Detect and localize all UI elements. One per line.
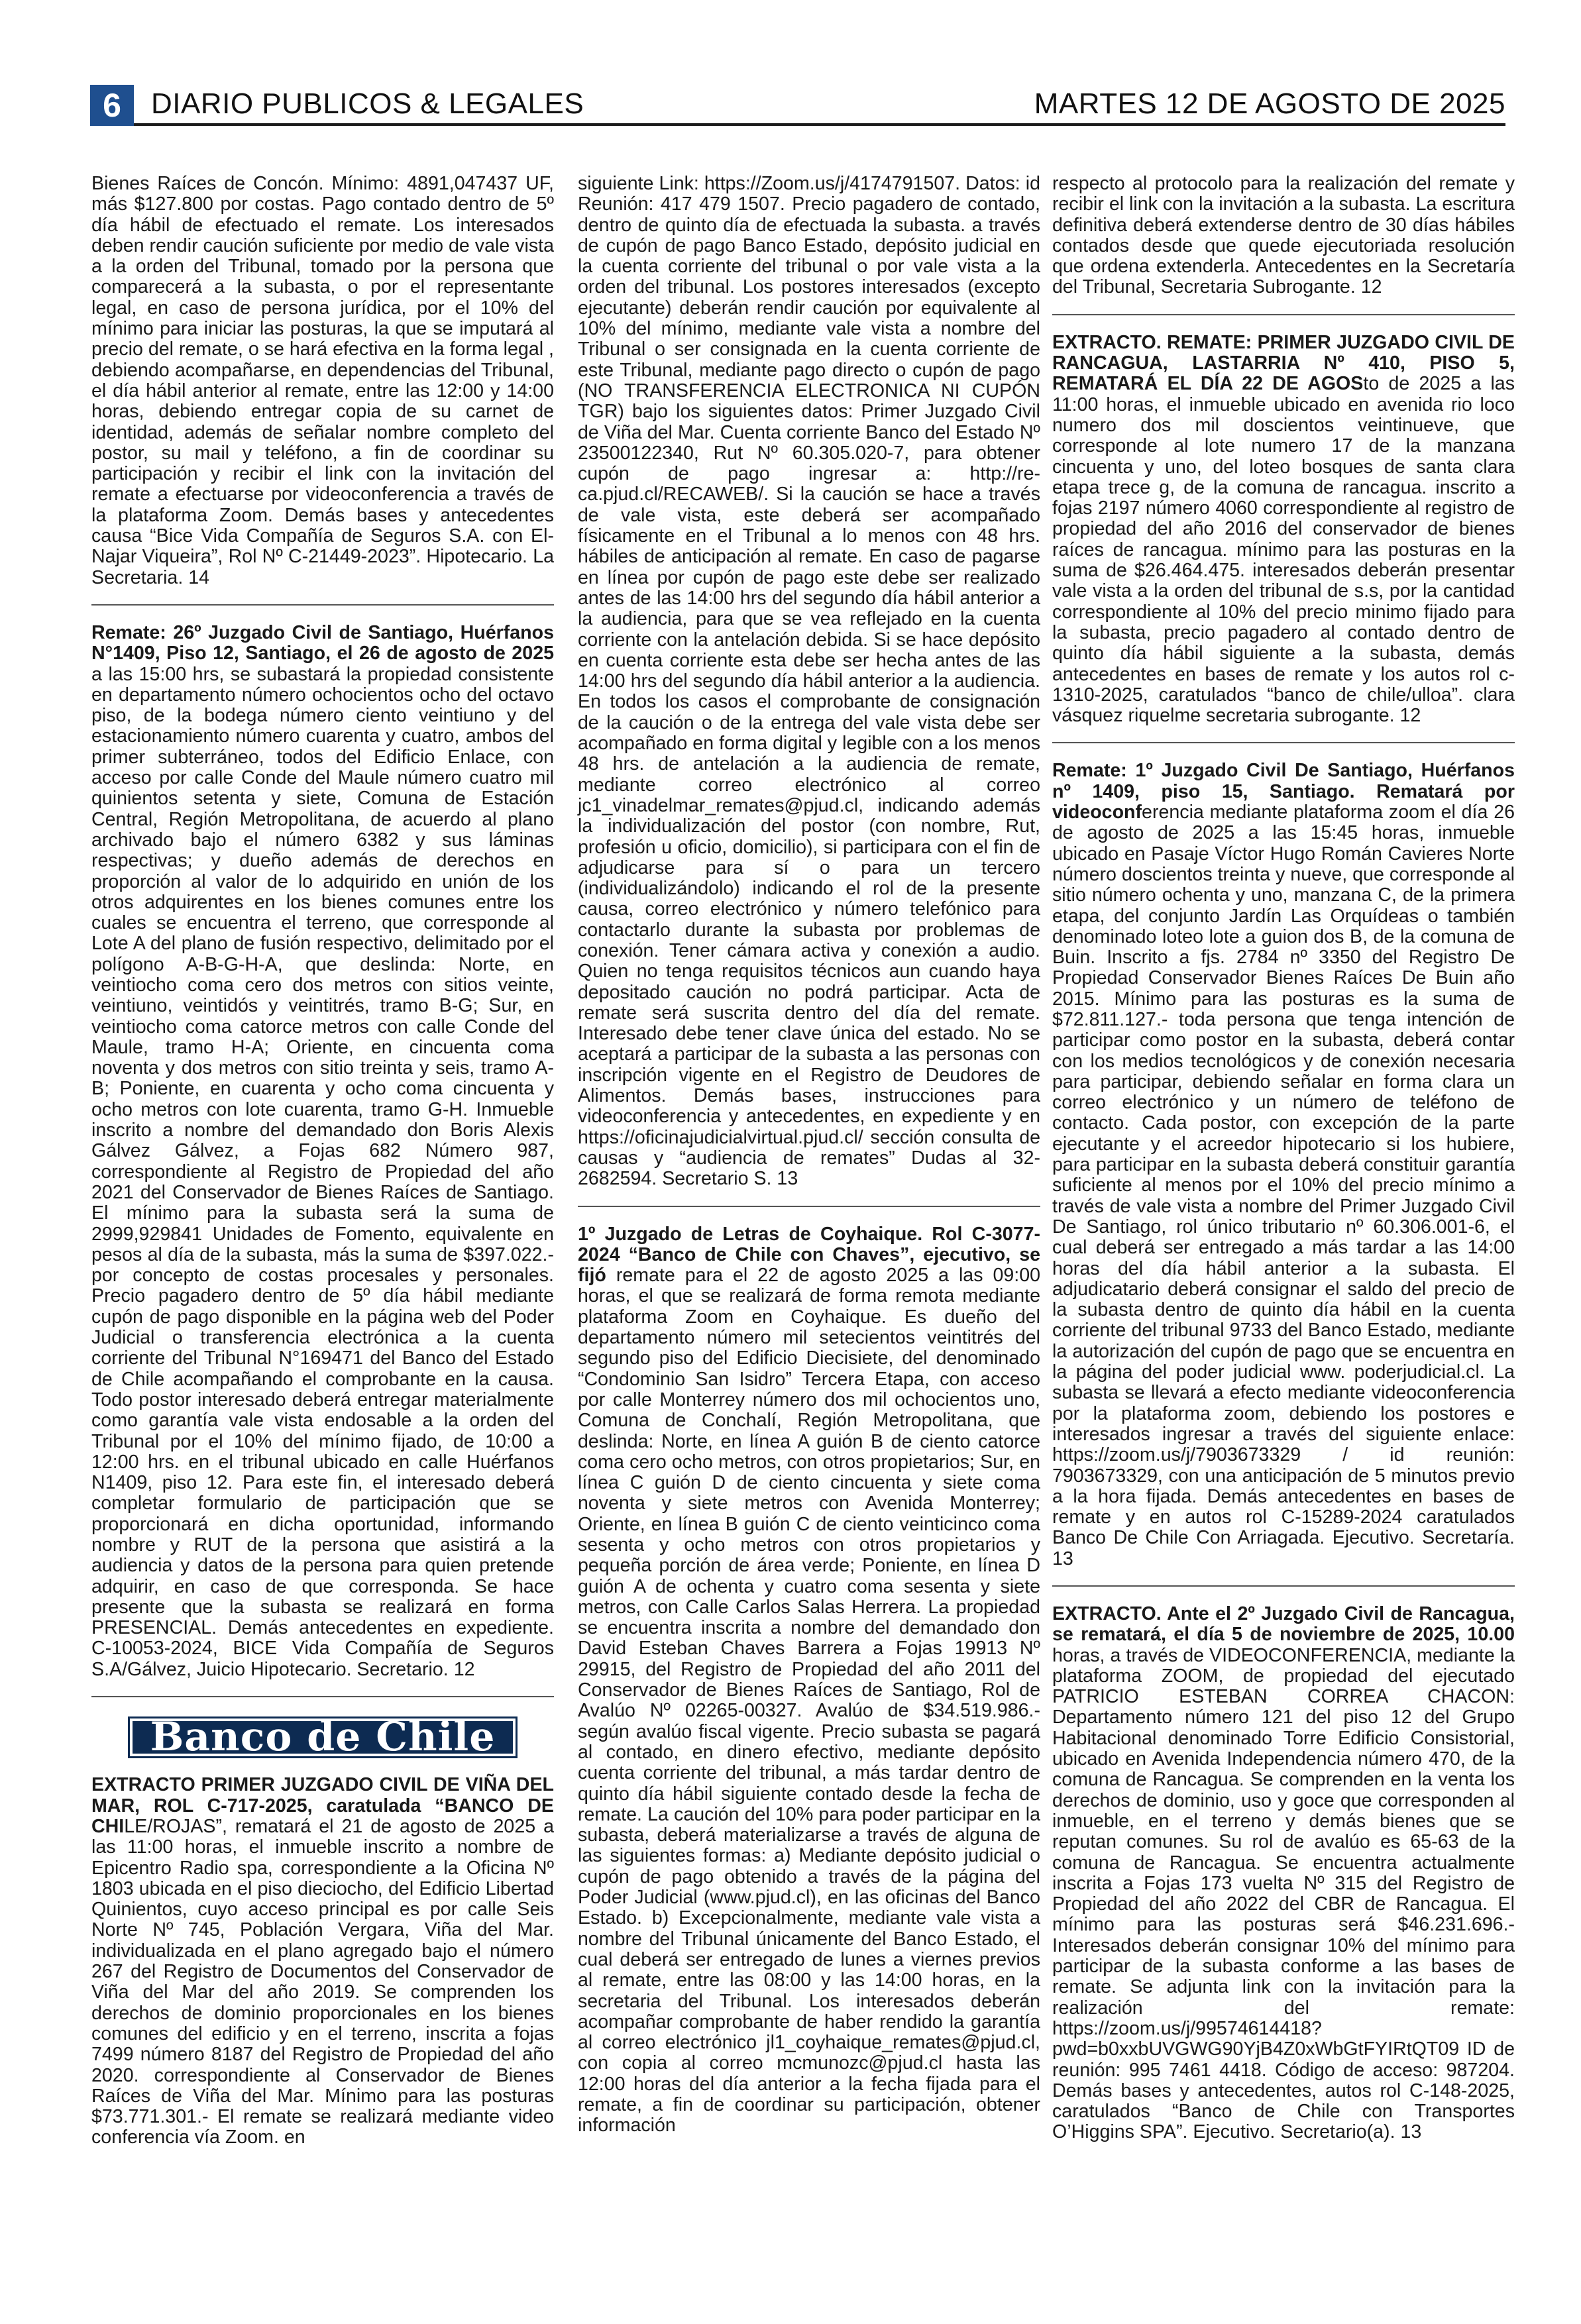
notice-text: Bienes Raíces de Concón. Mínimo: 4891,047437 UF, más $127.800 por costas. Pago contado dentro de 5º día hábil de efectuado el remate. Los interesados deben rendir caución suficiente por medio de vale vista a la orden del Tribunal, tomado por la persona que comparecerá a la subasta, o por el representante legal, en caso de persona jurídica, por el 10% del mínimo para iniciar las posturas, la que se imputará al precio del remate, o se hará efectiva en la forma legal , debiendo acompañarse, en dependencias del Tribunal, el día hábil anterior al remate, entre las 12:00 y 14:00 horas, debiendo entregar copia de su carnet de identidad, además de señalar nombre completo del postor, su mail y teléfono, a fin de coordinar su participación y recibir el link con la invitación del remate a efectuarse por videoconferencia a través de la plataforma Zoom. Demás bases y antecedentes causa “Bice Vida Compañía de Seguros S.A. con El-Najar Viqueira”, Rol Nº C-21449-2023”. Hipotecario. La Secretaria. 14 (91, 173, 554, 588)
notice-6 (1052, 174, 1515, 298)
publication-name: DIARIO PUBLICOS & LEGALES (151, 87, 584, 120)
divider (1052, 1585, 1515, 1587)
notice-heading: EXTRACTO. REMATE: PRIMER JUZGADO CIVIL DE RANCAGUA, LASTARRIA Nº 410, PISO 5, REMATARÁ EL DÍA 22 DE AGOS (1052, 331, 1515, 395)
publication-date: MARTES 12 DE AGOSTO DE 2025 (1034, 87, 1505, 120)
column-1 (91, 174, 554, 2148)
notice-heading: EXTRACTO PRIMER JUZGADO CIVIL DE VIÑA DEL MAR, ROL C-717-2025, caratulada “BANCO DE CHI (91, 1774, 554, 1837)
notice-heading: Remate: 1º Juzgado Civil De Santiago, Huérfanos nº 1409, piso 15, Santiago. Rematará por videoconf (1052, 760, 1515, 823)
notice-text: respecto al protocolo para la realización del remate y recibir el link con la invitación a la subasta. La escritura definitiva deberá extenderse dentro de 30 días hábiles contados desde que quede ejecutoriada resolución que ordena extenderla. Antecedentes en la Secretaría del Tribunal, Secretaria Subrogante. 12 (1052, 173, 1515, 298)
page-header (90, 85, 1505, 126)
notice-9 (1052, 1604, 1515, 2143)
notice-heading: EXTRACTO. Ante el 2º Juzgado Civil de Rancagua, se rematará, el día 5 de noviembre de 2025, 10.00 (1052, 1603, 1515, 1646)
divider (91, 604, 554, 606)
notice-8 (1052, 761, 1515, 1569)
column-3 (1052, 174, 1515, 2143)
notice-5 (578, 1224, 1040, 2137)
notice-text: a las 15:00 hrs, se subastará la propiedad consistente en departamento número ochocientos ocho del octavo piso, de la bodega número ciento veintiuno y del estacionamiento número cuarenta y cuatro, ambos del primer subterráneo, todos del Edificio Enlace, con acceso por calle Conde del Maule número cuatro mil quinientos setenta y siete, Comuna de Estación Central, Región Metropolitana, de acuerdo al plano archivado bajo el número 6382 y sus láminas respectivas; y dueño además de derechos en proporción al valor de lo adquirido en unión de los otros adquirentes en los bienes comunes entre los cuales se encuentra el terreno, que corresponde al Lote A del plano de fusión respectivo, delimitado por el polígono A-B-G-H-A, que deslinda: Norte, en veintiocho coma cero dos metros con sitios veinte, veintiuno, veintidós y veintitrés, tramo B-G; Sur, en veintiocho coma catorce metros con calle Conde del Maule, tramo H-A; Oriente, en cincuenta coma noventa y dos metros con sitio treinta y seis, tramo A-B; Poniente, en cuarenta y ocho coma cincuenta y ocho metros con lote cuarenta, tramo G-H. Inmueble inscrito a nombre del demandado don Boris Alexis Gálvez Gálvez, a Fojas 682 Número 987, correspondiente al Registro de Propiedad del año 2021 del Conservador de Bienes Raíces de Santiago. El mínimo para la subasta será la suma de 2999,929841 Unidades de Fomento, equivalente en pesos al día de la subasta, más la suma de $397.022.- por concepto de costas procesales y personales. Precio pagadero dentro de 5º día hábil mediante cupón de pago disponible en la página web del Poder Judicial o transferencia electrónica a la cuenta corriente del Tribunal N°169471 del Banco del Estado de Chile acompañando el comprobante en la causa. Todo postor interesado deberá entregar materialmente como garantía vale vista endosable a la orden del Tribunal por el 10% del mínimo fijado, de 10:00 a 12:00 hrs. en el tribunal ubicado en calle Huérfanos N1409, piso 12. Para este fin, el interesado deberá completar formulario de participación que se proporcionará en dicha oportunidad, informando nombre y RUT de la persona que asistirá a la audiencia y datos de la persona para quien pretende adquirir, en caso de que corresponda. Se hace presente que la subasta se realizará en forma PRESENCIAL. Demás antecedentes en expediente. C-10053-2024, BICE Vida Compañía de Seguros S.A/Gálvez, Juicio Hipotecario. Secretario. 12 (91, 663, 554, 1680)
notice-4 (578, 174, 1040, 1190)
notice-heading: 1º Juzgado de Letras de Coyhaique. Rol C-3077-2024 “Banco de Chile con Chaves”, ejecutivo, se fijó (578, 1223, 1040, 1287)
divider (578, 1206, 1040, 1207)
page-number: 6 (90, 85, 134, 126)
divider (91, 1696, 554, 1697)
banco-de-chile-logo (91, 1714, 554, 1761)
notice-text: remate para el 22 de agosto 2025 a las 09:00 horas, el que se realizará de forma remota mediante plataforma Zoom en Coyhaique. Es dueño del departamento número mil setecientos veintitrés del segundo piso del Edificio Diecisiete, del denominado “Condominio San Isidro” Tercera Etapa, con acceso por calle Monterrey número dos mil ochocientos uno, Comuna de Conchalí, Región Metropolitana, que deslinda: Norte, en línea A guión B de ciento catorce coma cero ocho metros, con otros propietarios; Sur, en línea C guión D de ciento cincuenta y siete coma noventa y siete metros con Avenida Monterrey; Oriente, en línea B guión C de ciento veinticinco coma sesenta y ocho metros con otros propietarios y pequeña porción de área verde; Poniente, en línea D guión A de ochenta y cuatro coma sesenta y siete metros, con Calle Carlos Salas Herrera. La propiedad se encuentra inscrita a nombre del demandado don David Esteban Chaves Barrera a Fojas 19913 Nº 29915, del Registro de Propiedad del año 2011 del Conservador de Bienes Raíces de Santiago, Rol de Avalúo Nº 02265-00327. Avalúo de $34.519.986.- según avalúo fiscal vigente. Precio subasta se pagará al contado, en dinero efectivo, mediante depósito cuenta corriente del tribunal, a más tardar dentro de quinto día hábil siguiente contado desde la fecha de remate. La caución del 10% para poder participar en la subasta, deberá materializarse a través de alguna de las siguientes formas: a) Mediante depósito judicial o cupón de pago obtenido a través de la página del Poder Judicial (www.pjud.cl), en las oficinas del Banco Estado. b) Excepcionalmente, mediante vale vista a nombre del Tribunal únicamente del Banco Estado, el cual deberá ser entregado de lunes a viernes previos al remate, entre las 08:00 y las 14:00 horas, en la secretaria del Tribunal. Los interesados deberán acompañar comprobante de haber rendido la garantía al correo electrónico jl1_coyhaique_remates@pjud.cl, con copia al correo mcmunozc@pjud.cl hasta las 12:00 horas del día anterior a la fecha fijada para el remate, a fin de coordinar su participación, obtener información (578, 1265, 1040, 2137)
notice-1 (91, 174, 554, 588)
column-2 (578, 174, 1040, 2137)
logo-text: Banco de Chile (133, 1721, 514, 1754)
notice-text: siguiente Link: https://Zoom.us/j/4174791507. Datos: id Reunión: 417 479 1507. Precio pagadero de contado, dentro de quinto día de efectuada la subasta. a través de cupón de pago Banco Estado, depósito judicial en la cuenta corriente del tribunal o por vale vista a la orden del tribunal. Los postores interesados (excepto ejecutante) deberán rendir caución por equivalente al 10% del mínimo, mediante vale vista a nombre del Tribunal o ser consignada en la cuenta corriente de este Tribunal, mediante pago directo o cupón de pago (NO TRANSFERENCIA ELECTRONICA NI CUPÓN TGR) bajo los siguientes datos: Primer Juzgado Civil de Viña del Mar. Cuenta corriente Banco del Estado Nº 23500122340, Rut Nº 60.305.020-7, para obtener cupón de pago ingresar a: http://re-ca.pjud.cl/RECAWEB/. Si la caución se hace a través de vale vista, este deberá ser acompañado físicamente en el Tribunal a lo menos con 48 hrs. hábiles de anticipación al remate. En caso de pagarse en línea por cupón de pago este debe ser realizado antes de las 14:00 hrs del segundo día hábil anterior a la audiencia, para que se vea reflejado en la cuenta corriente con la antelación debida. Si se hace depósito en cuenta corriente esta debe ser hecha antes de las 14:00 hrs del segundo día hábil anterior a la audiencia. En todos los casos el comprobante de consignación de la caución o de la entrega del vale vista debe ser acompañado en forma digital y legible con a los menos 48 hrs. de antelación a la audiencia de remate, mediante correo electrónico al correo jc1_vinadelmar_remates@pjud.cl, indicando además la individualización del postor (con nombre, Rut, profesión u oficio, domicilio), si participara con el fin de adjudicarse para sí o para un tercero (individualizándolo) indicando el rol de la presente causa, correo electrónico y número telefónico para contactarlo durante la subasta por problemas de conexión. Tener cámara activa y conexión a audio. Quien no tenga requisitos técnicos aun cuando haya depositado caución no podrá participar. Acta de remate será suscrita dentro del día del remate. Interesado debe tener clave única del estado. No se aceptará a participar de la subasta a las personas con inscripción vigente en el Registro de Deudores de Alimentos. Demás bases, instrucciones para videoconferencia y antecedentes, en expediente y en https://oficinajudicialvirtual.pjud.cl/ sección consulta de causas y “audiencia de remates” Dudas al 32-2682594. Secretario S. 13 (578, 173, 1040, 1190)
notice-text: LE/ROJAS”, rematará el 21 de agosto de 2025 a las 11:00 horas, el inmueble inscrito a nombre de Epicentro Radio spa, correspondiente a la Oficina Nº 1803 ubicada en el piso dieciocho, del Edificio Libertad Quinientos, cuyo acceso principal es por calle Seis Norte Nº 745, Población Vergara, Viña del Mar. individualizada en el plano agregado bajo el número 267 del Registro de Documentos del Conservador de Viña del Mar del año 2019. Se comprenden los derechos de dominio proporcionales en los bienes comunes del edificio y en el terreno, inscrita a fojas 7499 número 8187 del Registro de Propiedad del año 2020. correspondiente al Conservador de Bienes Raíces de Viña del Mar. Mínimo para las posturas $73.771.301.- El remate se realizará mediante video conferencia vía Zoom. en (91, 1815, 554, 2148)
divider (1052, 314, 1515, 315)
notice-heading: Remate: 26º Juzgado Civil de Santiago, Huérfanos N°1409, Piso 12, Santiago, el 26 de agosto de 2025 (91, 621, 554, 664)
notice-text: to de 2025 a las 11:00 horas, el inmueble ubicado en avenida rio loco numero dos mil doscientos veintinueve, que corresponde al lote numero 17 de la manzana cincuenta y uno, del loteo bosques de santa clara etapa trece g, de la comuna de rancagua. inscrito a fojas 2197 número 4060 correspondiente al registro de propiedad del año 2016 del conservador de bienes raíces de rancagua. mínimo para las posturas en la suma de $26.464.475. interesados deberán presentar vale vista a la orden del tribunal de s.s, por la cantidad correspondiente al 10% del precio minimo fijado para la subasta, precio pagadero al contado dentro de quinto día hábil siguiente a la subasta, demás antecedentes en bases de remate y los autos rol c-1310-2025, caratulados “banco de chile/ulloa”. clara vásquez riquelme secretaria subrogante. 12 (1052, 373, 1515, 727)
notice-text: horas, a través de VIDEOCONFERENCIA, mediante la plataforma ZOOM, de propiedad del ejecutado PATRICIO ESTEBAN CORREA CHACON: Departamento número 121 del piso 12 del Grupo Habitacional denominado Torre Edificio Consistorial, ubicado en Avenida Independencia número 470, de la comuna de Rancagua. Se comprenden en la venta los derechos de dominio, uso y goce que corresponden al inmueble, en el terreno y demás bienes que se reputan comunes. Su rol de avalúo es 65-63 de la comuna de Rancagua. Se encuentra actualmente inscrita a Fojas 173 vuelta Nº 315 del Registro de Propiedad del año 2022 del CBR de Rancagua. El mínimo para las posturas será $46.231.696.- Interesados deberán consignar 10% del mínimo para participar de la subasta conforme a las bases de remate. Se adjunta link con la invitación para la realización del remate: https://zoom.us/j/99574614418?pwd=b0xxbUVGWG90YjB4Z0xWbGtFYIRtQT09 ID de reunión: 995 7461 4418. Código de acceso: 987204. Demás bases y antecedentes, autos rol C-148-2025, caratulados “Banco de Chile con Transportes O’Higgins SPA”. Ejecutivo. Secretario(a). 13 (1052, 1644, 1515, 2143)
divider (1052, 742, 1515, 743)
notice-3 (91, 1775, 554, 2148)
notice-2 (91, 623, 554, 1680)
notice-7 (1052, 333, 1515, 727)
notice-text: erencia mediante plataforma zoom el día 26 de agosto de 2025 a las 15:45 horas, inmueble ubicado en Pasaje Víctor Hugo Román Cavieres Norte número doscientos treinta y nueve, que corresponde al sitio número ochenta y uno, manzana C, de la primera etapa, del conjunto Jardín Las Orquídeas o también denominado loteo lote a guion dos B, de la comuna de Buin. Inscrito a fjs. 2784 nº 3350 del Registro De Propiedad Conservador Bienes Raíces De Buin año 2015. Mínimo para las posturas es la suma de $72.811.127.- toda persona que tenga intención de participar como postor en la subasta, deberá contar con los medios tecnológicos y de conexión necesaria para participar, debiendo señalar en forma clara un correo electrónico y un número de teléfono de contacto. Cada postor, con excepción de la parte ejecutante y el acreedor hipotecario si los hubiere, para participar en la subasta deberá constituir garantía suficiente al menos por el 10% del precio mínimo a través de vale vista a nombre del Primer Juzgado Civil De Santiago, rol único tributario nº 60.306.001-6, el cual deberá ser entregado a más tardar a las 14:00 horas del día hábil anterior a la subasta. El adjudicatario deberá consignar el saldo del precio de la subasta dentro de quinto día hábil en la cuenta corriente del tribunal 9733 del Banco Estado, mediante la autorización del cupón de pago que se encuentra en la página del poder judicial www. poderjudicial.cl. La subasta se llevará a efecto mediante videoconferencia por la plataforma zoom, debiendo los postores e interesados ingresar a través del siguiente enlace: https://zoom.us/j/7903673329 / id reunión: 7903673329, con una anticipación de 5 minutos previo a la hora fijada. Demás antecedentes en bases de remate y en autos rol C-15289-2024 caratulados Banco De Chile Con Arriagada. Ejecutivo. Secretaría. 13 (1052, 802, 1515, 1569)
